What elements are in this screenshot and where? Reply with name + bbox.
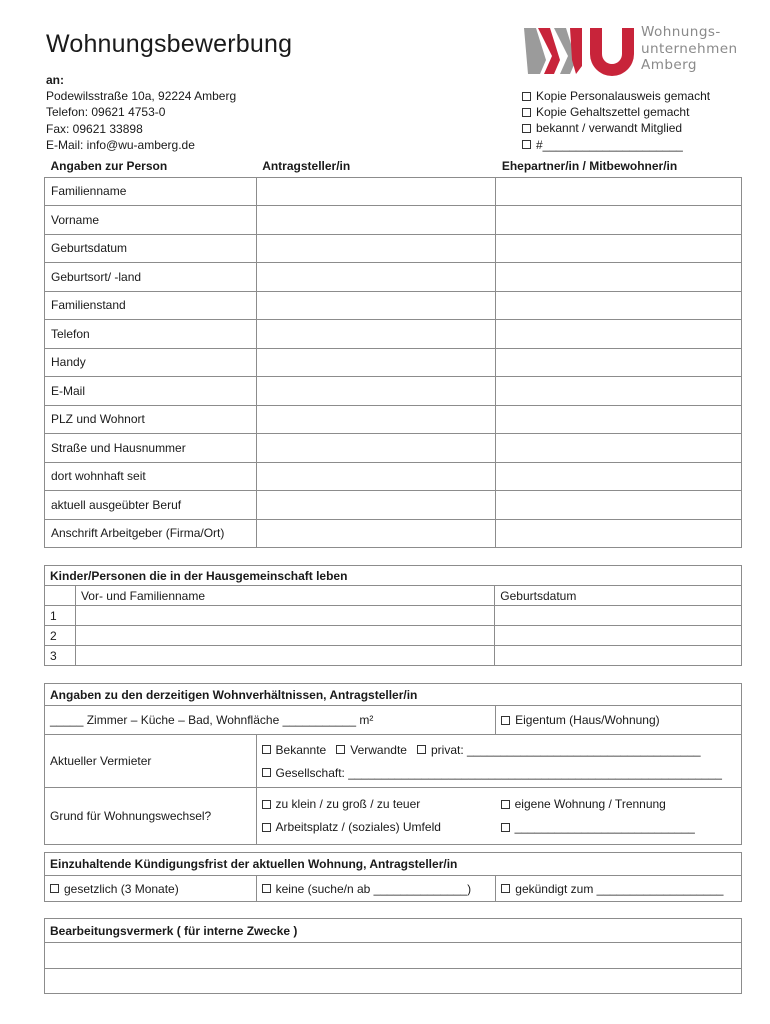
partner-field[interactable] — [496, 263, 742, 292]
option-label: Bekannte — [275, 742, 327, 757]
reason-options-right — [496, 788, 742, 845]
reason-options-left — [256, 788, 496, 845]
person-field-label: E-Mail — [45, 377, 257, 406]
checkbox[interactable] — [522, 108, 531, 117]
applicant-field[interactable] — [256, 519, 496, 548]
address-line: Telefon: 09621 4753-0 — [46, 105, 166, 120]
page-title: Wohnungsbewerbung — [46, 30, 293, 58]
person-field-label: PLZ und Wohnort — [45, 405, 257, 434]
option-label: Arbeitsplatz / (soziales) Umfeld — [275, 820, 441, 834]
row-number: 1 — [45, 606, 76, 626]
notice-title: Einzuhaltende Kündigungsfrist der aktuellen Wohnung, Antragsteller/in — [45, 853, 742, 876]
person-field-label: Familienstand — [45, 291, 257, 320]
partner-field[interactable] — [496, 377, 742, 406]
option-label: eigene Wohnung / Trennung — [514, 797, 666, 811]
notice-option[interactable] — [45, 876, 257, 902]
option-label: gesetzlich (3 Monate) — [64, 881, 179, 896]
checkbox[interactable] — [50, 884, 59, 893]
partner-field[interactable] — [496, 348, 742, 377]
address-line: Fax: 09621 33898 — [46, 121, 143, 136]
checkbox[interactable] — [262, 745, 271, 754]
person-row — [45, 234, 742, 263]
child-birth-field[interactable] — [495, 606, 742, 626]
applicant-field[interactable] — [256, 263, 496, 292]
children-table — [44, 565, 742, 666]
person-row — [45, 177, 742, 206]
child-birth-field[interactable] — [495, 646, 742, 666]
person-field-label: Familienname — [45, 177, 257, 206]
internal-notes-table — [44, 918, 742, 994]
checkbox[interactable] — [501, 800, 510, 809]
option-label: keine (suche/n ab ______________) — [275, 881, 472, 896]
person-row — [45, 348, 742, 377]
person-row — [45, 491, 742, 520]
person-field-label: Vorname — [45, 206, 257, 235]
address-line: Podewilsstraße 10a, 92224 Amberg — [46, 89, 237, 104]
notice-option[interactable] — [496, 876, 742, 902]
person-row — [45, 206, 742, 235]
checkbox[interactable] — [501, 823, 510, 832]
check-label: bekannt / verwandt Mitglied — [536, 121, 683, 136]
partner-field[interactable] — [496, 206, 742, 235]
partner-field[interactable] — [496, 320, 742, 349]
person-field-label: aktuell ausgeübter Beruf — [45, 491, 257, 520]
reason-label: Grund für Wohnungswechsel? — [45, 788, 257, 845]
address-line: E-Mail: info@wu-amberg.de — [46, 137, 195, 152]
person-field-label: Straße und Hausnummer — [45, 434, 257, 463]
applicant-field[interactable] — [256, 320, 496, 349]
partner-field[interactable] — [496, 291, 742, 320]
option-label: Verwandte — [350, 742, 407, 757]
row-number: 3 — [45, 646, 76, 666]
partner-field[interactable] — [496, 177, 742, 206]
checkbox[interactable] — [417, 745, 426, 754]
person-field-label: dort wohnhaft seit — [45, 462, 257, 491]
person-row — [45, 519, 742, 548]
partner-header: Ehepartner/in / Mitbewohner/in — [501, 158, 678, 173]
child-name-field[interactable] — [75, 626, 494, 646]
name-header: Vor- und Familienname — [75, 586, 494, 606]
landlord-options — [256, 735, 741, 788]
check-label: Kopie Gehaltszettel gemacht — [536, 105, 690, 120]
birth-header: Geburtsdatum — [495, 586, 742, 606]
housing-table — [44, 683, 742, 845]
person-row — [45, 405, 742, 434]
checkbox[interactable] — [522, 140, 531, 149]
option-label: ___________________________ — [514, 820, 695, 834]
applicant-header: Antragsteller/in — [262, 158, 351, 173]
partner-field[interactable] — [496, 519, 742, 548]
logo-u-mark — [590, 28, 634, 76]
internal-title: Bearbeitungsvermerk ( für interne Zwecke ) — [45, 919, 742, 943]
internal-notes-line[interactable] — [45, 969, 742, 994]
option-label: privat: ___________________________________ — [430, 742, 701, 757]
person-field-label: Geburtsort/ -land — [45, 263, 257, 292]
housing-title: Angaben zu den derzeitigen Wohnverhältnissen, Antragsteller/in — [45, 684, 742, 706]
child-name-field[interactable] — [75, 646, 494, 666]
person-field-label: Geburtsdatum — [45, 234, 257, 263]
person-row — [45, 320, 742, 349]
applicant-field[interactable] — [256, 434, 496, 463]
applicant-field[interactable] — [256, 405, 496, 434]
checkbox[interactable] — [262, 768, 271, 777]
checkbox[interactable] — [501, 884, 510, 893]
internal-checklist — [522, 88, 710, 153]
address-label: an: — [46, 73, 64, 87]
option-label: Gesellschaft: ________________________________________________________ — [275, 765, 722, 780]
notice-option[interactable] — [256, 876, 496, 902]
partner-field[interactable] — [496, 462, 742, 491]
partner-field[interactable] — [496, 405, 742, 434]
person-row — [45, 263, 742, 292]
logo-text-line: Wohnungs- — [641, 24, 721, 40]
notice-table — [44, 852, 742, 902]
child-birth-field[interactable] — [495, 626, 742, 646]
partner-field[interactable] — [496, 234, 742, 263]
person-row — [45, 377, 742, 406]
logo-text-line: Amberg — [641, 57, 697, 73]
applicant-field[interactable] — [256, 234, 496, 263]
number-header — [45, 586, 76, 606]
option-label: gekündigt zum ___________________ — [515, 881, 724, 896]
person-header: Angaben zur Person — [50, 158, 168, 173]
applicant-field[interactable] — [256, 177, 496, 206]
person-table — [44, 155, 742, 548]
applicant-field[interactable] — [256, 462, 496, 491]
checkbox[interactable] — [262, 884, 271, 893]
person-field-label: Telefon — [45, 320, 257, 349]
checkbox[interactable] — [336, 745, 345, 754]
landlord-label: Aktueller Vermieter — [45, 735, 257, 788]
internal-notes-line[interactable] — [45, 943, 742, 969]
children-title: Kinder/Personen die in der Hausgemeinschaft leben — [45, 566, 742, 586]
checkbox[interactable] — [262, 800, 271, 809]
rooms-field[interactable]: _____ Zimmer – Küche – Bad, Wohnfläche ___________ m² — [45, 706, 496, 735]
partner-field[interactable] — [496, 434, 742, 463]
applicant-field[interactable] — [256, 491, 496, 520]
applicant-field[interactable] — [256, 377, 496, 406]
applicant-field[interactable] — [256, 348, 496, 377]
child-name-field[interactable] — [75, 606, 494, 626]
checkbox[interactable] — [501, 716, 510, 725]
eigentum-option[interactable] — [496, 706, 742, 735]
recipient-address — [46, 72, 236, 153]
person-row — [45, 291, 742, 320]
checkbox[interactable] — [522, 124, 531, 133]
person-field-label: Handy — [45, 348, 257, 377]
option-label: Eigentum (Haus/Wohnung) — [515, 713, 660, 727]
partner-field[interactable] — [496, 491, 742, 520]
checkbox[interactable] — [522, 92, 531, 101]
logo-text — [641, 24, 738, 74]
person-row — [45, 434, 742, 463]
check-label: #_____________________ — [536, 137, 683, 152]
person-row — [45, 462, 742, 491]
logo-text-line: unternehmen — [641, 40, 738, 57]
person-field-label: Anschrift Arbeitgeber (Firma/Ort) — [45, 519, 257, 548]
row-number: 2 — [45, 626, 76, 646]
checkbox[interactable] — [262, 823, 271, 832]
option-label: zu klein / zu groß / zu teuer — [275, 797, 421, 811]
check-label: Kopie Personalausweis gemacht — [536, 89, 711, 103]
logo-w-mark — [524, 28, 582, 74]
applicant-field[interactable] — [256, 206, 496, 235]
applicant-field[interactable] — [256, 291, 496, 320]
